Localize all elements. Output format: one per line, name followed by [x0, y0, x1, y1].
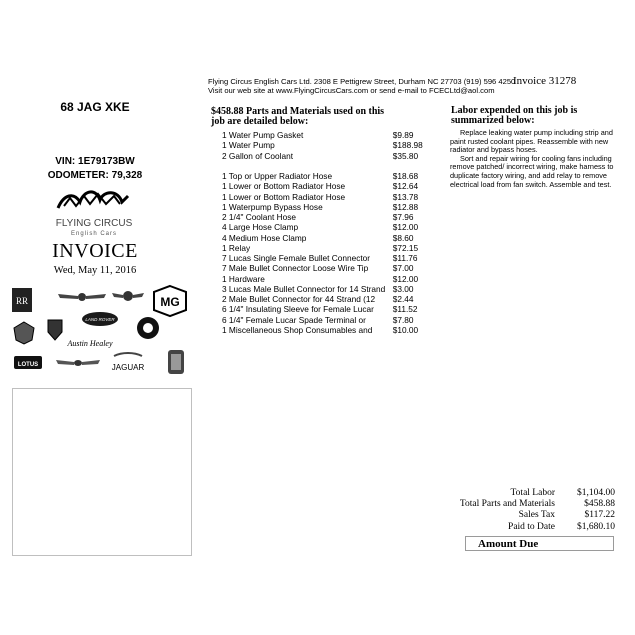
part-description: 6 1/4" Female Lucar Spade Terminal or: [222, 314, 366, 325]
total-label: Paid to Date: [508, 521, 555, 532]
part-row: [222, 243, 432, 253]
vehicle-vin: VIN: 1E79173BW: [55, 156, 135, 167]
part-row: [222, 181, 432, 191]
bentley-badge: [112, 291, 144, 301]
labor-paragraph: Sort and repair wiring for cooling fans including remove patched/ incorrect wiring, make harness to duplicate factory wiring, and add relay to remove electrical load from fan switch. Assemble and test.: [450, 153, 614, 189]
parts-gap: [222, 161, 432, 171]
total-row: [440, 499, 618, 510]
part-row: [222, 233, 432, 243]
part-price: $7.96: [392, 212, 414, 222]
part-row: [222, 140, 432, 150]
austin-healey-text: Austin Healey: [67, 339, 113, 348]
part-description: 7 Male Bullet Connector Loose Wire Tip: [222, 263, 369, 274]
total-row: [440, 522, 618, 533]
part-description: 7 Lucas Single Female Bullet Connector: [222, 253, 371, 263]
marque-badges: [8, 284, 198, 384]
total-row: [440, 488, 618, 499]
shop-address: Flying Circus English Cars Ltd. 2308 E Pettigrew Street, Durham NC 27703 (919) 596 4250: [208, 77, 516, 86]
total-label: Sales Tax: [518, 510, 555, 521]
invoice-title: INVOICE: [52, 240, 138, 262]
part-description: 1 Waterpump Bypass Hose: [222, 201, 323, 212]
total-value: $1,680.10: [577, 521, 615, 532]
part-description: 4 Medium Hose Clamp: [222, 232, 307, 243]
part-row: [222, 315, 432, 325]
rolls-badge-text: RR: [15, 296, 29, 306]
part-price: $13.78: [392, 191, 419, 202]
part-price: $12.64: [392, 181, 419, 192]
total-row: [440, 510, 618, 521]
part-row: [222, 222, 432, 232]
part-price: $188.98: [392, 140, 423, 151]
part-description: 1 Miscellaneous Shop Consumables and: [222, 324, 373, 335]
part-row: [222, 212, 432, 222]
totals-table: [440, 488, 618, 533]
part-row: [222, 171, 432, 181]
parts-heading-line2: job are detailed below:: [211, 116, 309, 127]
part-description: 1 Relay: [222, 242, 251, 253]
part-description: 3 Lucas Male Bullet Connector for 14 Strand: [222, 283, 386, 294]
amount-due-box: Amount Due: [465, 536, 614, 551]
part-description: 2 1/4" Coolant Hose: [222, 212, 296, 222]
labor-heading-line2: summarized below:: [451, 115, 535, 126]
rolls-royce-badge: [12, 288, 32, 312]
part-price: $72.15: [392, 242, 419, 253]
land-rover-badge-text: LAND ROVER: [85, 317, 115, 322]
wings-badge-2: [56, 360, 100, 366]
land-rover-badge: [82, 312, 118, 326]
part-price: $7.00: [392, 263, 414, 274]
vehicle-odometer: ODOMETER: 79,328: [47, 170, 143, 181]
labor-heading: Labor expended on this job is: [451, 105, 578, 116]
part-price: $35.80: [392, 150, 419, 161]
flying-circus-logo-icon: [44, 186, 144, 238]
total-value: $458.88: [584, 499, 615, 510]
mg-badge: [154, 286, 186, 316]
notes-box: [12, 388, 192, 556]
part-description: 6 1/4" Insulating Sleeve for Female Lucar: [222, 304, 374, 315]
marque-badges-icon: [8, 284, 198, 384]
wings-badge: [58, 293, 106, 301]
lotus-badge-text: LOTUS: [17, 362, 39, 368]
part-description: 1 Top or Upper Radiator Hose: [222, 171, 333, 181]
part-row: [222, 325, 432, 335]
part-price: $11.76: [392, 253, 418, 263]
parts-list: [222, 130, 432, 335]
part-row: [222, 274, 432, 284]
part-description: 4 Large Hose Clamp: [222, 222, 299, 233]
part-row: [222, 253, 432, 263]
total-label: Total Parts and Materials: [459, 499, 555, 510]
part-price: $12.88: [392, 201, 419, 212]
part-price: $8.60: [392, 232, 414, 243]
logo-subtext: English Cars: [70, 231, 118, 237]
logo-text: FLYING CIRCUS: [55, 218, 133, 229]
invoice-number: Invoice 31278: [513, 75, 577, 87]
part-price: $18.68: [392, 171, 419, 181]
lotus-badge: [14, 356, 42, 369]
part-description: 1 Lower or Bottom Radiator Hose: [222, 181, 346, 192]
jaguar-badge: [112, 353, 145, 372]
part-row: [222, 304, 432, 314]
part-row: [222, 294, 432, 304]
part-row: [222, 192, 432, 202]
part-price: $12.00: [392, 222, 419, 233]
part-row: [222, 284, 432, 294]
vehicle-name: 68 JAG XKE: [60, 100, 130, 114]
total-label: Total Labor: [510, 488, 555, 498]
shop-contact: Visit our web site at www.FlyingCircusCars.com or send e-mail to FCECLtd@aol.com: [208, 86, 495, 95]
rolls-emblem-badge: [168, 350, 184, 374]
invoice-date: Wed, May 11, 2016: [53, 265, 137, 276]
triumph-badge: [137, 317, 159, 339]
part-row: [222, 263, 432, 273]
part-price: $2.44: [392, 294, 414, 304]
parts-heading: $458.88 Parts and Materials used on this: [211, 106, 385, 117]
part-row: [222, 202, 432, 212]
part-price: $12.00: [392, 273, 419, 284]
part-description: 1 Hardware: [222, 273, 265, 284]
labor-summary: [450, 129, 622, 189]
austin-healey-badge: [66, 339, 113, 348]
part-description: 2 Gallon of Coolant: [222, 150, 294, 161]
mg-badge-text: MG: [160, 295, 180, 309]
part-price: $10.00: [392, 324, 419, 335]
shield-badge: [48, 320, 62, 340]
total-value: $117.22: [584, 510, 615, 521]
part-row: [222, 130, 432, 140]
part-price: $11.52: [392, 304, 418, 315]
riley-badge: [14, 322, 34, 344]
part-price: $9.89: [392, 130, 414, 140]
part-price: $3.00: [392, 283, 414, 294]
total-value: $1,104.00: [577, 488, 615, 498]
jaguar-badge-text: JAGUAR: [111, 363, 145, 372]
part-description: 1 Water Pump: [222, 140, 275, 151]
part-description: 1 Water Pump Gasket: [222, 130, 304, 140]
part-row: [222, 151, 432, 161]
flying-circus-logo: [44, 186, 144, 238]
part-description: 1 Lower or Bottom Radiator Hose: [222, 191, 346, 202]
part-description: 2 Male Bullet Connector for 44 Strand (12: [222, 294, 376, 304]
labor-paragraph: Replace leaking water pump including strip and paint rusted coolant pipes. Reassemble with new radiator and bypass hoses.: [450, 129, 613, 155]
part-price: $7.80: [392, 314, 414, 325]
